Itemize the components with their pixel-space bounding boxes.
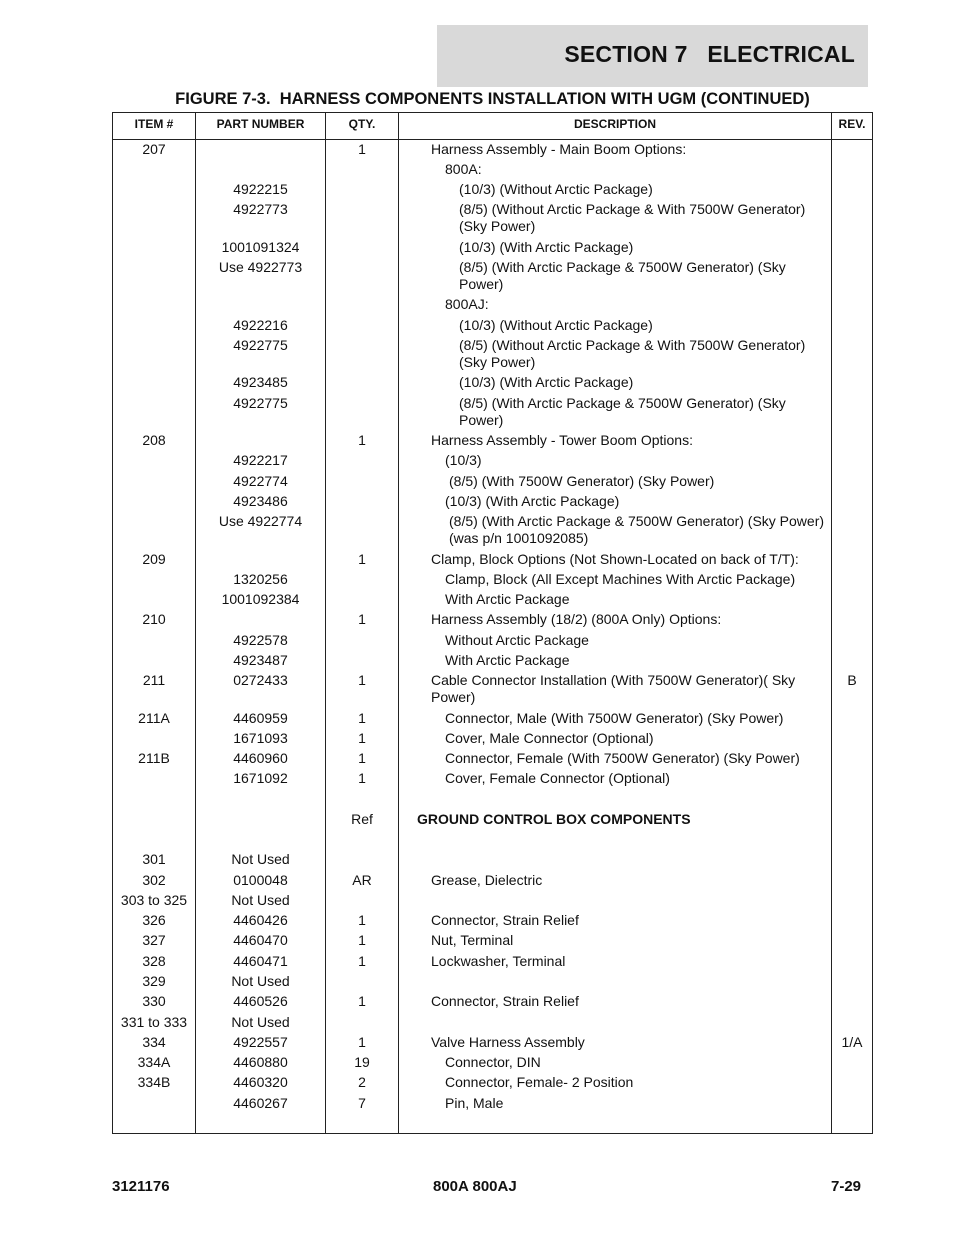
footer-model: 800A 800AJ (433, 1178, 517, 1195)
description: Connector, Strain Relief (431, 912, 579, 928)
item-number: 334A (137, 1054, 171, 1070)
part-number: 4922217 (233, 452, 288, 468)
description: (8/5) (Without Arctic Package & With 7500W Generator) (Sky Power) (459, 337, 806, 370)
part-number: 1001092384 (221, 591, 300, 607)
description: Harness Assembly - Tower Boom Options: (431, 432, 693, 448)
part-number: 4923485 (233, 374, 288, 390)
item-number: 209 (142, 551, 166, 567)
header-part-number: PART NUMBER (216, 117, 305, 131)
quantity: 1 (358, 912, 366, 928)
part-number: 4923487 (233, 652, 288, 668)
header-description: DESCRIPTION (573, 117, 656, 131)
part-number: 4460267 (233, 1095, 288, 1111)
part-number: 4460960 (233, 750, 288, 766)
item-number: 331 to 333 (120, 1014, 188, 1030)
quantity: 1 (358, 953, 366, 969)
quantity: 7 (358, 1095, 366, 1111)
part-number: 4460320 (233, 1074, 288, 1090)
description: Cable Connector Installation (With 7500W Generator)( Sky Power) (431, 672, 796, 705)
item-number: 211B (138, 750, 170, 766)
quantity: Ref (351, 811, 373, 827)
description: Nut, Terminal (431, 932, 514, 948)
item-number: 302 (142, 872, 166, 888)
header-divider (112, 139, 873, 140)
item-number: 211A (138, 710, 170, 726)
part-number: 0272433 (233, 672, 288, 688)
section-banner (437, 25, 868, 87)
item-number: 303 to 325 (120, 892, 188, 908)
part-number: 1001091324 (221, 239, 300, 255)
description: Grease, Dielectric (431, 872, 543, 888)
quantity: 1 (358, 551, 366, 567)
description: (8/5) (With 7500W Generator) (Sky Power) (449, 473, 715, 489)
revision: B (847, 672, 857, 688)
part-number: 0100048 (233, 872, 288, 888)
quantity: 1 (358, 932, 366, 948)
part-number: 4922774 (233, 473, 288, 489)
description: Cover, Female Connector (Optional) (445, 770, 670, 786)
part-number: 4922216 (233, 317, 288, 333)
item-number: 330 (142, 993, 166, 1009)
quantity: 2 (358, 1074, 366, 1090)
description: (8/5) (With Arctic Package & 7500W Generator) (Sky Power) (was p/n 1001092085) (449, 513, 825, 546)
description: With Arctic Package (445, 652, 570, 668)
part-number: 4922775 (233, 395, 288, 411)
quantity: 1 (358, 770, 366, 786)
quantity: 1 (358, 750, 366, 766)
description: 800AJ: (445, 296, 489, 312)
description: Connector, Female- 2 Position (445, 1074, 634, 1090)
description: Clamp, Block Options (Not Shown-Located on back of T/T): (431, 551, 799, 567)
description: Connector, Female (With 7500W Generator) (Sky Power) (445, 750, 800, 766)
header-item: ITEM # (134, 117, 174, 131)
description: Clamp, Block (All Except Machines With Arctic Package) (445, 571, 796, 587)
header-qty: QTY. (348, 117, 376, 131)
quantity: 1 (358, 141, 366, 157)
description: (10/3) (With Arctic Package) (459, 239, 634, 255)
item-number: 334B (137, 1074, 171, 1090)
description: (8/5) (Without Arctic Package & With 7500W Generator) (Sky Power) (459, 201, 806, 234)
description: With Arctic Package (445, 591, 570, 607)
part-number: 1671092 (233, 770, 288, 786)
description: (10/3) (With Arctic Package) (459, 374, 634, 390)
part-number: Not Used (231, 851, 290, 867)
description: (8/5) (With Arctic Package & 7500W Generator) (Sky Power) (459, 395, 786, 428)
description: Valve Harness Assembly (431, 1034, 585, 1050)
description: Connector, Male (With 7500W Generator) (Sky Power) (445, 710, 784, 726)
quantity: 1 (358, 710, 366, 726)
figure-title: FIGURE 7-3. HARNESS COMPONENTS INSTALLATION WITH UGM (CONTINUED) (175, 90, 810, 108)
part-number: 4460880 (233, 1054, 288, 1070)
part-number: Use 4922773 (218, 259, 303, 275)
part-number: Use 4922774 (218, 513, 303, 529)
quantity: 1 (358, 611, 366, 627)
quantity: 1 (358, 993, 366, 1009)
header-rev: REV. (838, 117, 866, 131)
column-divider (398, 112, 399, 1134)
part-number: 4922773 (233, 201, 288, 217)
part-number: 4460426 (233, 912, 288, 928)
item-number: 210 (142, 611, 166, 627)
footer-page-number: 7-29 (831, 1178, 862, 1195)
description: Without Arctic Package (445, 632, 589, 648)
quantity: 1 (358, 672, 366, 688)
quantity: 1 (358, 432, 366, 448)
item-number: 334 (142, 1034, 166, 1050)
item-number: 211 (142, 672, 166, 688)
part-number: Not Used (231, 1014, 290, 1030)
part-number: 1320256 (233, 571, 288, 587)
part-number: 4460959 (233, 710, 288, 726)
quantity: AR (352, 872, 372, 888)
part-number: 4922557 (233, 1034, 288, 1050)
item-number: 327 (142, 932, 166, 948)
description: (10/3) (Without Arctic Package) (459, 317, 653, 333)
item-number: 329 (142, 973, 166, 989)
description: Harness Assembly (18/2) (800A Only) Options: (431, 611, 722, 627)
part-number: 4923486 (233, 493, 288, 509)
description: Connector, DIN (445, 1054, 541, 1070)
description: Pin, Male (445, 1095, 504, 1111)
description: Lockwasher, Terminal (431, 953, 566, 969)
description: (10/3) (445, 452, 482, 468)
description: 800A: (445, 161, 482, 177)
item-number: 301 (142, 851, 166, 867)
footer-doc-number: 3121176 (112, 1178, 170, 1195)
part-number: 4922215 (233, 181, 288, 197)
part-number: 1671093 (233, 730, 288, 746)
quantity: 1 (358, 730, 366, 746)
description: Cover, Male Connector (Optional) (445, 730, 654, 746)
revision: 1/A (841, 1034, 863, 1050)
description: (8/5) (With Arctic Package & 7500W Generator) (Sky Power) (459, 259, 786, 292)
part-number: Not Used (231, 892, 290, 908)
item-number: 208 (142, 432, 166, 448)
part-number: 4460471 (233, 953, 288, 969)
description: Connector, Strain Relief (431, 993, 579, 1009)
quantity: 1 (358, 1034, 366, 1050)
item-number: 328 (142, 953, 166, 969)
description: GROUND CONTROL BOX COMPONENTS (417, 811, 691, 827)
description: (10/3) (With Arctic Package) (445, 493, 620, 509)
description: Harness Assembly - Main Boom Options: (431, 141, 687, 157)
part-number: 4460526 (233, 993, 288, 1009)
column-divider (831, 112, 832, 1134)
part-number: 4460470 (233, 932, 288, 948)
section-title: SECTION 7 ELECTRICAL (564, 41, 855, 67)
part-number: 4922775 (233, 337, 288, 353)
item-number: 207 (142, 141, 166, 157)
part-number: Not Used (231, 973, 290, 989)
quantity: 19 (354, 1054, 370, 1070)
description: (10/3) (Without Arctic Package) (459, 181, 653, 197)
item-number: 326 (142, 912, 166, 928)
part-number: 4922578 (233, 632, 288, 648)
